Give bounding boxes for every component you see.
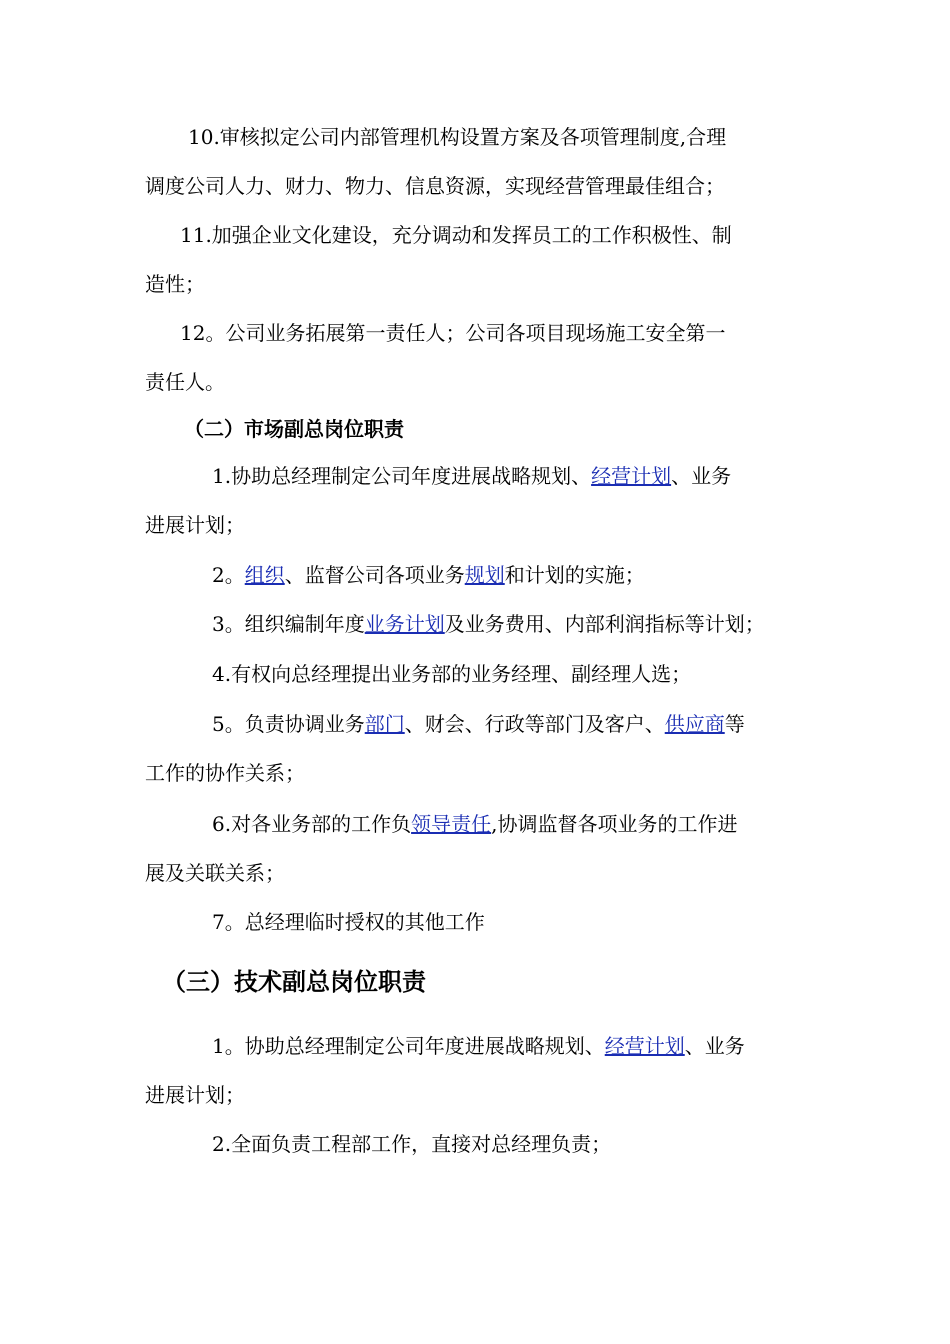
- item-12-line-2: [145, 368, 825, 396]
- market-item-1-text-end: 、业务: [671, 464, 732, 488]
- link-organize[interactable]: 组织: [244, 563, 285, 587]
- link-business-program[interactable]: 业务计划: [364, 612, 445, 636]
- market-item-2-text-end: 和计划的实施；: [504, 563, 645, 587]
- link-business-plan-tech[interactable]: 经营计划: [604, 1034, 685, 1058]
- tech-item-1-text-end: 、业务: [684, 1034, 745, 1058]
- item-10-line-2: [145, 172, 825, 200]
- market-item-3-text: 3。组织编制年度: [212, 612, 365, 636]
- item-11-text-cont: 造性；: [145, 272, 205, 296]
- item-11-line-1: [180, 221, 860, 249]
- tech-item-1-text: 1。协助总经理制定公司年度进展战略规划、: [212, 1034, 605, 1058]
- item-10-text: 10.审核拟定公司内部管理机构设置方案及各项管理制度,合理: [188, 125, 727, 149]
- item-12-line-1: [180, 319, 860, 347]
- market-item-5-text: 5。负责协调业务: [212, 712, 365, 736]
- market-item-5-text-cont: 工作的协作关系；: [145, 761, 305, 785]
- tech-item-1-text-cont: 进展计划；: [145, 1083, 245, 1107]
- item-12-text-cont: 责任人。: [145, 370, 225, 394]
- market-item-1-text: 1.协助总经理制定公司年度进展战略规划、: [212, 464, 592, 488]
- market-item-6-text-cont: 展及关联关系；: [145, 861, 285, 885]
- section-heading-tech-vp: （三）技术副总岗位职责: [162, 967, 426, 996]
- market-item-3-text-end: 及业务费用、内部利润指标等计划；: [444, 612, 765, 636]
- market-item-1-line-1: [212, 462, 892, 490]
- item-11-text: 11.加强企业文化建设，充分调动和发挥员工的工作积极性、制: [180, 223, 732, 247]
- market-item-6-line-1: [212, 810, 892, 838]
- tech-item-2-text: 2.全面负责工程部工作，直接对总经理负责；: [212, 1132, 612, 1156]
- link-supplier[interactable]: 供应商: [664, 712, 725, 736]
- market-item-6-text-end: ,协调监督各项业务的工作进: [491, 812, 738, 836]
- tech-item-1-line-2: [145, 1081, 825, 1109]
- item-10-line-1: [188, 123, 868, 151]
- market-item-7-text: 7。总经理临时授权的其他工作: [212, 910, 485, 934]
- market-item-5-text-end: 等: [724, 712, 745, 736]
- link-leadership-responsibility[interactable]: 领导责任: [411, 812, 492, 836]
- market-item-4-text: 4.有权向总经理提出业务部的业务经理、副经理人选；: [212, 662, 692, 686]
- section-heading-market-vp: （二）市场副总岗位职责: [184, 417, 404, 441]
- item-11-line-2: [145, 270, 825, 298]
- market-item-7: [212, 908, 892, 936]
- item-10-text-cont: 调度公司人力、财力、物力、信息资源，实现经营管理最佳组合；: [145, 174, 725, 198]
- market-item-6-line-2: [145, 859, 825, 887]
- tech-item-1-line-1: [212, 1032, 892, 1060]
- link-business-plan[interactable]: 经营计划: [591, 464, 672, 488]
- market-item-2-number: 2。: [212, 563, 245, 587]
- market-item-2-text: 、监督公司各项业务: [284, 563, 465, 587]
- item-12-text: 12。公司业务拓展第一责任人；公司各项目现场施工安全第一: [180, 321, 726, 345]
- market-item-1-text-cont: 进展计划；: [145, 513, 245, 537]
- tech-item-2: [212, 1130, 892, 1158]
- market-item-1-line-2: [145, 511, 825, 539]
- market-item-5-line-2: [145, 759, 825, 787]
- market-item-2: [212, 561, 892, 589]
- market-item-6-text: 6.对各业务部的工作负: [212, 812, 412, 836]
- link-department[interactable]: 部门: [364, 712, 405, 736]
- link-planning[interactable]: 规划: [464, 563, 505, 587]
- market-item-3: [212, 610, 892, 638]
- market-item-5-line-1: [212, 710, 892, 738]
- market-item-5-text-mid: 、财会、行政等部门及客户、: [404, 712, 665, 736]
- market-item-4: [212, 660, 892, 688]
